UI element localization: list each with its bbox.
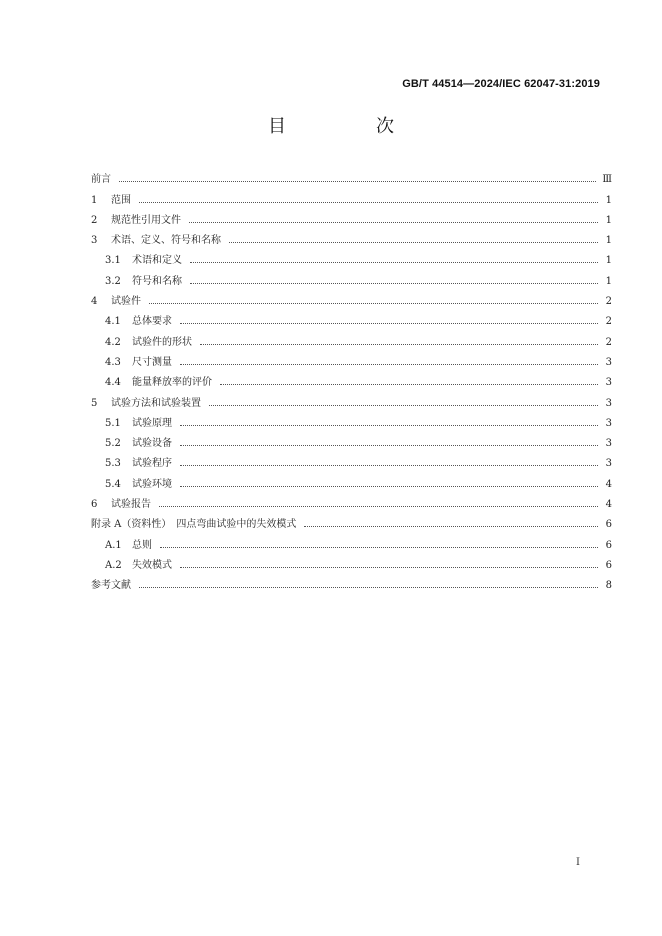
toc-leader-dots: [180, 486, 598, 487]
toc-leader-dots: [180, 364, 598, 365]
toc-entry-label: 试验方法和试验装置: [111, 397, 201, 409]
toc-entry-number: 4.2: [105, 336, 121, 348]
toc-entry-number: 5.3: [105, 458, 121, 470]
toc-entry[interactable]: [91, 206, 612, 226]
toc-entry[interactable]: [91, 490, 612, 510]
toc-entry-number: 4.4: [105, 377, 121, 389]
toc-leader-dots: [304, 526, 598, 527]
table-of-contents: [91, 165, 612, 591]
toc-entry-page: 3: [605, 397, 612, 409]
toc-leader-dots: [190, 262, 598, 263]
toc-entry[interactable]: [91, 571, 612, 591]
toc-leader-dots: [180, 465, 598, 466]
toc-entry-label: 符号和名称: [132, 275, 182, 287]
toc-entry-label: 试验件: [111, 296, 141, 308]
toc-entry-number: 4.3: [105, 356, 121, 368]
toc-entry-label: 试验程序: [132, 458, 172, 470]
toc-entry-label: 试验设备: [132, 438, 172, 450]
toc-entry[interactable]: [91, 226, 612, 246]
toc-entry[interactable]: [91, 368, 612, 388]
toc-entry[interactable]: [91, 266, 612, 286]
page-number: Ⅰ: [576, 857, 580, 868]
toc-entry-page: 2: [605, 316, 612, 328]
toc-entry-page: 3: [605, 356, 612, 368]
toc-entry[interactable]: [91, 307, 612, 327]
toc-entry-label: 总体要求: [132, 316, 172, 328]
toc-entry[interactable]: [91, 449, 612, 469]
toc-entry-label: 试验报告: [111, 499, 151, 511]
toc-entry[interactable]: [91, 348, 612, 368]
toc-entry-label: 前言: [91, 174, 111, 186]
toc-entry-page: 6: [605, 539, 612, 551]
toc-entry-page: 2: [605, 336, 612, 348]
toc-leader-dots: [160, 547, 598, 548]
toc-leader-dots: [189, 222, 598, 223]
toc-entry[interactable]: [91, 185, 612, 205]
toc-entry-label: 总则: [132, 539, 152, 551]
toc-entry-label: 规范性引用文件: [111, 214, 181, 226]
toc-leader-dots: [180, 567, 598, 568]
toc-entry-label: 试验件的形状: [132, 336, 192, 348]
toc-leader-dots: [180, 445, 598, 446]
toc-entry-label: 尺寸测量: [132, 356, 172, 368]
toc-entry-page: 1: [605, 214, 612, 226]
toc-entry-page: 3: [605, 417, 612, 429]
toc-entry-label: 术语和定义: [132, 255, 182, 267]
toc-leader-dots: [139, 202, 598, 203]
toc-leader-dots: [149, 303, 598, 304]
toc-entry-number: 2: [91, 214, 98, 226]
toc-entry-page: 1: [605, 194, 612, 206]
toc-entry-page: 1: [605, 255, 612, 267]
toc-entry-number: 4: [91, 296, 98, 308]
toc-entry-number: 4.1: [105, 316, 121, 328]
toc-leader-dots: [229, 242, 598, 243]
toc-entry-page: Ⅲ: [602, 174, 612, 186]
toc-entry[interactable]: [91, 469, 612, 489]
toc-entry[interactable]: [91, 409, 612, 429]
standard-code-header: GB/T 44514—2024/IEC 62047-31:2019: [402, 78, 600, 90]
toc-entry-page: 1: [605, 235, 612, 247]
toc-entry-page: 3: [605, 458, 612, 470]
toc-entry-page: 3: [605, 438, 612, 450]
toc-entry-page: 2: [605, 296, 612, 308]
toc-entry-page: 6: [605, 559, 612, 571]
toc-entry-page: 6: [605, 519, 612, 531]
toc-entry-label: 范围: [111, 194, 131, 206]
toc-entry-label: 参考文献: [91, 580, 131, 592]
toc-entry-number: A.2: [105, 559, 122, 571]
toc-entry-label: 失效模式: [132, 559, 172, 571]
toc-entry-number: A.1: [105, 539, 122, 551]
toc-entry-label: 能量释放率的评价: [132, 377, 212, 389]
toc-entry[interactable]: [91, 429, 612, 449]
toc-entry-number: 5.1: [105, 417, 121, 429]
toc-entry-number: 1: [91, 194, 98, 206]
toc-entry[interactable]: [91, 246, 612, 266]
toc-entry-number: 3: [91, 235, 98, 247]
toc-entry-label: 试验原理: [132, 417, 172, 429]
toc-entry-page: 4: [605, 478, 612, 490]
toc-entry-label: 试验环境: [132, 478, 172, 490]
toc-entry-number: 3.2: [105, 275, 121, 287]
toc-leader-dots: [200, 344, 598, 345]
toc-entry-page: 8: [605, 580, 612, 592]
toc-entry[interactable]: [91, 551, 612, 571]
toc-entry[interactable]: [91, 287, 612, 307]
toc-leader-dots: [119, 181, 596, 182]
toc-entry[interactable]: [91, 530, 612, 550]
toc-leader-dots: [180, 425, 598, 426]
toc-leader-dots: [180, 323, 598, 324]
toc-leader-dots: [209, 405, 598, 406]
toc-entry-page: 3: [605, 377, 612, 389]
toc-leader-dots: [159, 506, 598, 507]
toc-leader-dots: [190, 283, 598, 284]
toc-entry[interactable]: [91, 388, 612, 408]
toc-entry-number: 5: [91, 397, 98, 409]
toc-entry-label: 附录 A（资料性） 四点弯曲试验中的失效模式: [91, 519, 297, 531]
toc-entry-number: 3.1: [105, 255, 121, 267]
toc-entry-page: 1: [605, 275, 612, 287]
toc-entry-number: 6: [91, 499, 98, 511]
toc-entry-number: 5.2: [105, 438, 121, 450]
toc-entry[interactable]: [91, 327, 612, 347]
toc-entry-number: 5.4: [105, 478, 121, 490]
toc-entry[interactable]: [91, 165, 612, 185]
toc-entry-page: 4: [605, 499, 612, 511]
toc-entry-label: 术语、定义、符号和名称: [111, 235, 221, 247]
toc-entry[interactable]: [91, 510, 612, 530]
toc-leader-dots: [220, 384, 598, 385]
toc-leader-dots: [139, 587, 598, 588]
toc-title: 目 次: [268, 116, 430, 137]
